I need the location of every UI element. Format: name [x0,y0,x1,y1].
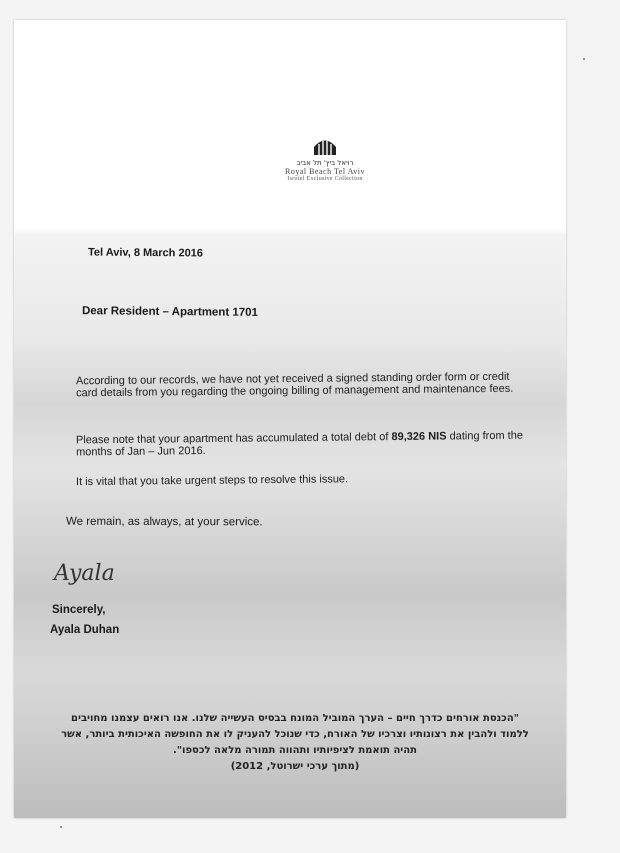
scan-speck [583,58,585,60]
hotel-logo [270,138,380,182]
paragraph-urgent: It is vital that you take urgent steps to resolve this issue. [75,473,349,489]
paragraph-records: According to our records, we have not yet received a signed standing order form or credit card details from you regarding the ongoing billing of management and maintenance fees. [75,370,514,400]
hotel-hebrew-name: רויאל ביץ' תל אביב [296,159,354,167]
paragraph-debt [76,430,526,459]
hotel-collection: Isrotel Exclusive Collection [287,176,363,182]
scan-speck [60,826,62,828]
quote-line: תהיה תואמת לציפיותיו ותהווה תמורה מלאה לכספו". [173,745,417,756]
debt-text-before: Please note that your apartment has accumulated a total debt of [75,431,392,447]
paragraph-service: We remain, as always, at your service. [65,515,263,529]
letter-date: Tel Aviv, 8 March 2016 [87,246,204,260]
handwritten-signature: Ayala [54,561,115,586]
debt-text-after: dating from the months of Jan – Jun 2016. [76,429,524,459]
hotel-name: Royal Beach Tel Aviv [284,167,366,176]
debt-amount: 89,326 NIS [391,430,447,444]
shell-logo-icon [312,138,338,156]
signer-name: Ayala Duhan [50,624,120,636]
hebrew-quote [40,711,550,775]
quote-source: (מתוך ערכי ישרוטל, 2012) [230,761,360,772]
quote-line: ללמוד ולהבין את רצונותיו וצרכיו של האורח, כדי שנוכל להעניק לו את החופשה האיכותית ביותר, אשר [61,729,529,740]
salutation: Dear Resident – Apartment 1701 [81,305,259,319]
quote-line: "הכנסת אורחים כדרך חיים – הערך המוביל המונח בבסיס העשייה שלנו. אנו רואים עצמנו מחויבים [71,713,519,724]
closing: Sincerely, [52,604,106,616]
